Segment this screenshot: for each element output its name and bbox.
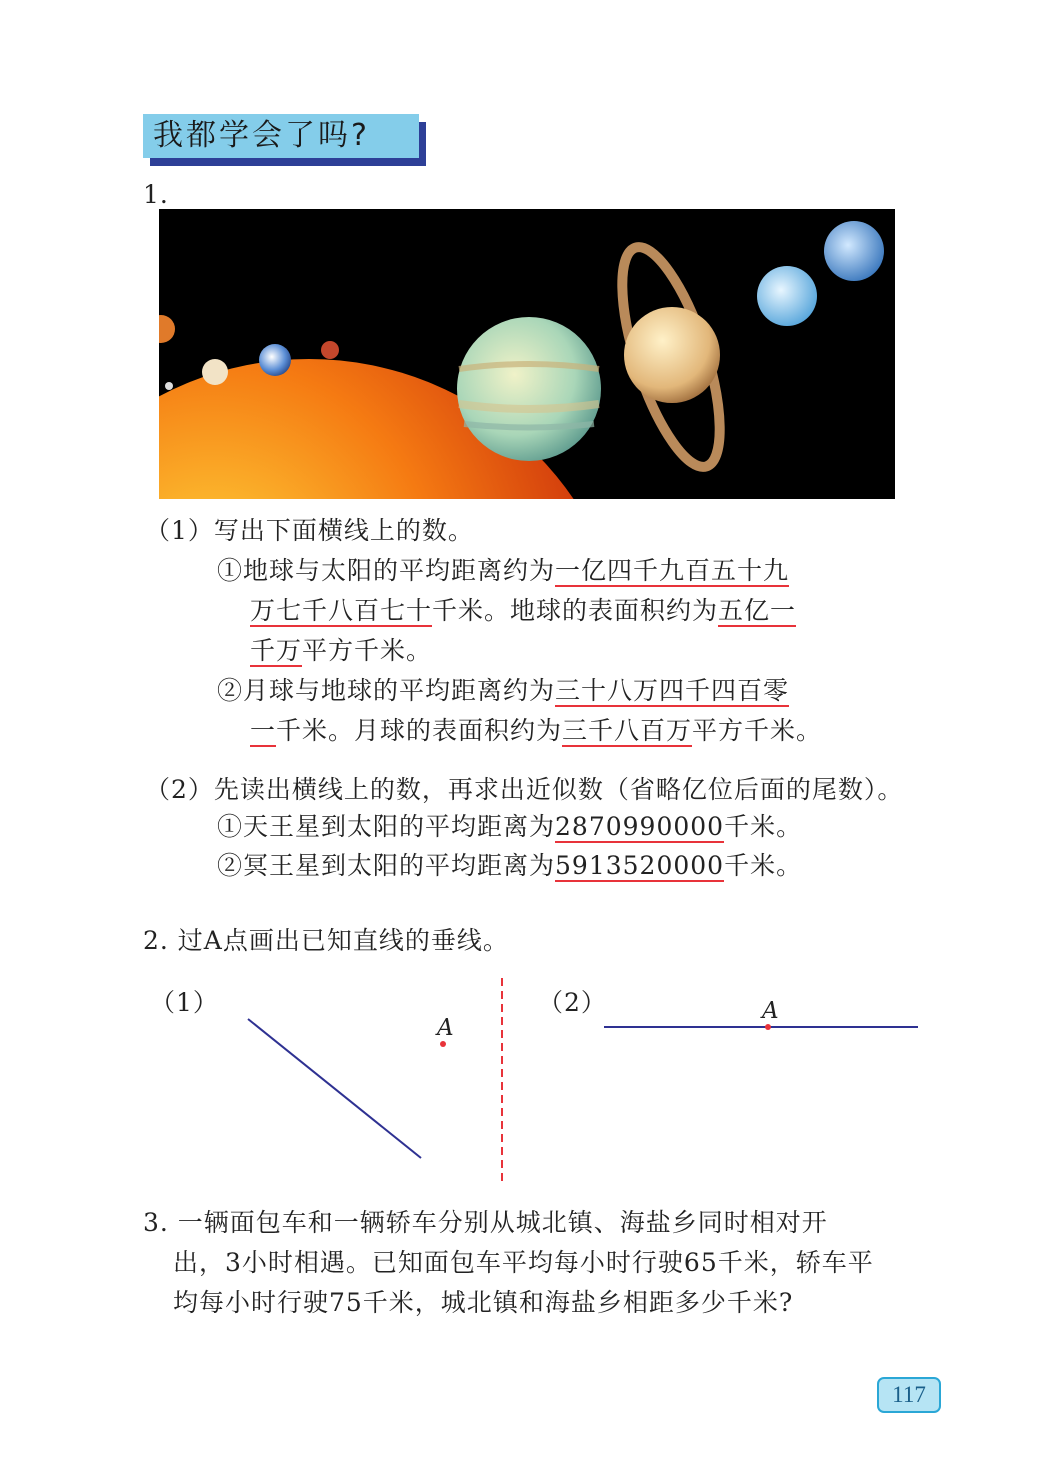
circled-number-1: ① (217, 812, 244, 841)
underlined-answer: 五亿一 (718, 596, 797, 625)
q1-number: 1. (143, 180, 169, 209)
item-text: 冥王星到太阳的平均距离为 (243, 851, 556, 880)
circled-number-2: ② (217, 676, 244, 705)
item-text: 千米。 (724, 812, 803, 841)
section-title: 我都学会了吗? (143, 114, 419, 158)
item-text: 天王星到太阳的平均距离为 (243, 812, 556, 841)
point-a-label-1: A (437, 1015, 454, 1041)
q2-text: 2. 过A点画出已知直线的垂线。 (143, 926, 509, 955)
underlined-answer: 一 (250, 716, 277, 745)
q3-line2: 出，3小时相遇。已知面包车平均每小时行驶65千米，轿车平 (173, 1248, 874, 1277)
q1-part2-text: 先读出横线上的数，再求出近似数（省略亿位后面的尾数）。 (213, 775, 904, 804)
point-a-label-2: A (762, 998, 779, 1024)
q1-part1-text: 写出下面横线上的数。 (213, 516, 474, 545)
underlined-answer: 千万 (250, 636, 303, 665)
q2-figure1-label: （1） (150, 988, 219, 1017)
q1-part2-label: （2） (145, 775, 214, 804)
underlined-answer: 三十八万四千四百零 (555, 676, 790, 705)
page-number: 117 (877, 1377, 941, 1413)
point-a-1 (440, 1041, 446, 1047)
q2-figure2-label: （2） (538, 988, 607, 1017)
circled-number-2: ② (217, 851, 244, 880)
underlined-number: 5913520000 (555, 851, 725, 880)
q3-line3: 均每小时行驶75千米，城北镇和海盐乡相距多少千米? (173, 1288, 794, 1317)
underlined-answer: 三千八百万 (562, 716, 693, 745)
item-text: 月球与地球的平均距离约为 (243, 676, 556, 705)
underlined-number: 2870990000 (555, 812, 725, 841)
item-text: 千米。 (724, 851, 803, 880)
underlined-answer: 万七千八百七十 (250, 596, 433, 625)
underlined-answer: 一亿四千九百五十九 (555, 556, 790, 585)
item-text: 千米。月球的表面积约为 (276, 716, 563, 745)
circled-number-1: ① (217, 556, 244, 585)
item-text: 千米。地球的表面积约为 (432, 596, 719, 625)
q1-part1-label: （1） (145, 516, 214, 545)
q3-line1: 3. 一辆面包车和一辆轿车分别从城北镇、海盐乡同时相对开 (143, 1208, 828, 1237)
item-text: 平方千米。 (692, 716, 823, 745)
item-text: 平方千米。 (302, 636, 433, 665)
given-line-1 (248, 1019, 421, 1158)
item-text: 地球与太阳的平均距离约为 (243, 556, 556, 585)
point-a-2 (765, 1024, 771, 1030)
